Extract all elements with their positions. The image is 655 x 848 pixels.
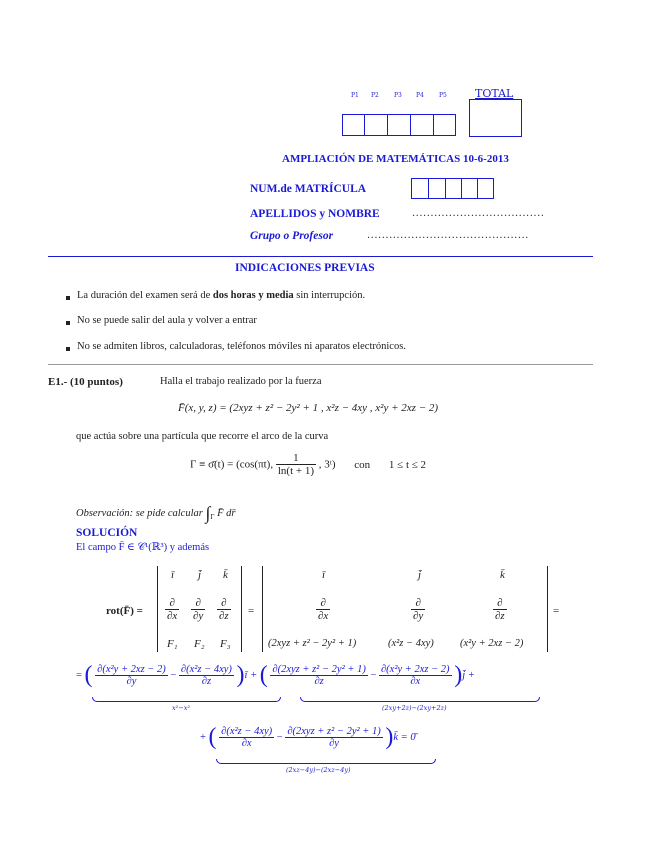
indicacion-1-post: sin interrupción. [293,290,366,301]
indicacion-3: No se admiten libros, calculadoras, teléfonos móviles ni aparatos electrónicos. [77,341,406,352]
det1-bar-left [157,566,158,652]
p5-label: P5 [439,92,447,99]
expansion-line-2: + ( $\frac{\text{∂(x²z − 4xy)}}{\partial x}$ − $\frac{\text{∂(2xyz + z² − 2y² + 1)}}{\partial y}$ )k̄ = 0̄ [200,724,416,750]
p4-label: P4 [416,92,424,99]
l1-frac-3-num: ∂(2xyz + z² − 2y² + 1) [272,664,366,675]
l2-frac-1-den: ∂x [241,738,252,749]
l1-frac-3 [270,664,367,687]
l2-frac-2 [285,726,382,749]
observation [76,503,235,524]
l1-minus-1: − [170,670,177,681]
l2-frac-2-den: ∂y [329,738,339,749]
det2-i: ī [322,569,326,581]
score-box-p3[interactable] [387,114,411,136]
grupo-label: Grupo o Profesor [250,230,334,242]
curve-con: con [354,458,371,471]
l1-frac-1-den: ∂y [126,676,137,687]
score-box-p5[interactable] [433,114,456,136]
l1-frac-4-den: ∂x [410,676,421,687]
force-formula: F̄(x, y, z) = (2xyz + z² − 2y² + 1 , x²z − 4xy , x²y + 2xz − 2) [178,402,439,414]
exam-title: AMPLIACIÓN DE MATEMÁTICAS 10-6-2013 [282,153,509,165]
det2-dy [411,597,425,622]
l1-frac-2-num: ∂(x²z − 4xy) [180,664,232,675]
curve-rhs: , 3ᵗ) [318,458,336,471]
l1-frac-1 [95,664,168,687]
underbrace-2 [300,697,540,702]
under-2: (2xy+2z)−(2xy+2z) [382,704,447,712]
curve-intro: que actúa sobre una partícula que recorre el arco de la curva [76,431,329,442]
indicacion-1 [77,290,365,301]
l2-minus: − [276,732,283,743]
under-3: (2xz−4y)−(2xz−4y) [286,766,351,774]
det2-dz-num: ∂ [493,597,507,610]
det1-k: k̄ [223,569,228,581]
det1-j: j̄ [198,569,202,581]
bullet-icon [66,347,70,351]
det2-dz-den: ∂z [495,610,505,622]
matricula-label: NUM.de MATRÍCULA [250,183,367,195]
exercise-statement: Halla el trabajo realizado por la fuerza [160,376,322,387]
det2-j: j̄ [418,569,422,581]
curve-den: ln(t + 1) [277,465,314,477]
bullet-icon [66,296,70,300]
l1-frac-1-num: ∂(x²y + 2xz − 2) [97,664,166,675]
l1-frac-4-num: ∂(x²y + 2xz − 2) [380,664,450,675]
exercise-label: E1.- (10 puntos) [48,376,123,388]
p1-label: P1 [351,92,359,99]
det1-dz [217,597,231,622]
curve-num: 1 [276,452,316,465]
l1-unit-2: j̄ + [462,670,475,681]
total-label: TOTAL [475,87,514,100]
l2-frac-1-num: ∂(x²z − 4xy) [221,726,273,737]
equals-2: = [553,605,560,617]
p3-label: P3 [394,92,402,99]
l2-plus: + [200,732,206,743]
grupo-field[interactable]: ............................................ [367,230,529,241]
indicaciones-title: INDICACIONES PREVIAS [235,262,375,274]
eq-3: = [76,670,82,681]
bullet-icon [66,321,70,325]
curve-fraction [276,452,316,477]
matricula-box-2[interactable] [428,178,446,199]
integrand: F̄ dr̄ [217,507,236,519]
integral-sign: ∫ [205,503,211,523]
rot-label: rot(F̄) = [106,605,143,617]
matricula-box-5[interactable] [477,178,494,199]
det2-bar-right [547,566,548,652]
nombre-label: APELLIDOS y NOMBRE [250,208,380,220]
divider-top [48,256,593,257]
det2-dx [316,597,330,622]
expansion-line-1: = ( $\frac{\text{∂(x²y + 2xz − 2)}}{\partial y}$ − $\frac{\text{∂(x²z − 4xy)}}{\partial z}$ )ī + ( $\frac{\text{∂(2xyz + z² − 2y² + 1)}}{\partial z}$ − $\frac{\text{∂(x²y + 2xz − 2)}}{\partial x}$ )j̄ + [76,662,475,688]
det1-dz-num: ∂ [217,597,231,610]
det1-dx-den: ∂x [167,610,178,622]
l1-frac-2-den: ∂z [201,676,212,687]
det1-dx [165,597,179,622]
l1-frac-2 [179,664,234,687]
det1-dx-num: ∂ [165,597,179,610]
underbrace-3 [216,759,436,764]
score-box-p2[interactable] [364,114,388,136]
det2-f3: (x²y + 2xz − 2) [460,638,524,649]
det2-f1: (2xyz + z² − 2y² + 1) [268,638,357,649]
curve-formula [190,452,426,477]
score-box-p4[interactable] [410,114,434,136]
p2-label: P2 [371,92,379,99]
det1-f2: F₂ [194,638,205,650]
curve-range: 1 ≤ t ≤ 2 [388,458,427,471]
det1-i: ī [171,569,175,581]
det2-f2: (x²z − 4xy) [388,638,434,649]
det1-dy [191,597,205,622]
det2-dx-num: ∂ [316,597,330,610]
curve-lhs: Γ ≡ σ̄(t) = (cos(πt), [190,458,274,471]
l1-unit-1: ī + [244,670,258,681]
observation-text: Observación: se pide calcular [76,507,203,519]
det2-dz [493,597,507,622]
integral-sub: Γ [210,513,215,521]
divider-mid [48,364,593,365]
det2-bar-left [262,566,263,652]
det1-dz-den: ∂z [219,610,229,622]
det1-f1: F₁ [167,638,178,650]
l1-minus-2: − [370,670,377,681]
score-box-total[interactable] [469,99,522,137]
det1-dy-num: ∂ [191,597,205,610]
solution-intro: El campo F̄ ∈ 𝒞¹(ℝ³) y además [76,542,210,553]
solution-title: SOLUCIÓN [76,527,138,539]
indicacion-2: No se puede salir del aula y volver a entrar [77,315,257,326]
matricula-box-3[interactable] [445,178,462,199]
matricula-box-4[interactable] [461,178,478,199]
indicacion-1-pre: La duración del examen será de [77,290,213,301]
det1-dy-den: ∂y [193,610,204,622]
det1-bar-right [241,566,242,652]
underbrace-1 [92,697,281,702]
nombre-field[interactable]: .................................... [412,208,545,219]
indicacion-1-bold: dos horas y media [212,290,294,301]
det2-dy-den: ∂y [413,610,424,622]
score-box-p1[interactable] [342,114,365,136]
under-1: x²−x² [172,704,190,712]
l2-frac-2-num: ∂(2xyz + z² − 2y² + 1) [287,726,381,737]
matricula-box-1[interactable] [411,178,429,199]
l1-frac-4 [379,664,452,687]
l2-result: k̄ = 0̄ [393,732,416,743]
det2-k: k̄ [500,569,505,581]
l2-frac-1 [219,726,274,749]
l1-frac-3-den: ∂z [314,676,324,687]
det2-dx-den: ∂x [318,610,329,622]
det2-dy-num: ∂ [411,597,425,610]
det1-f3: F₃ [220,638,231,650]
equals-1: = [248,605,255,617]
